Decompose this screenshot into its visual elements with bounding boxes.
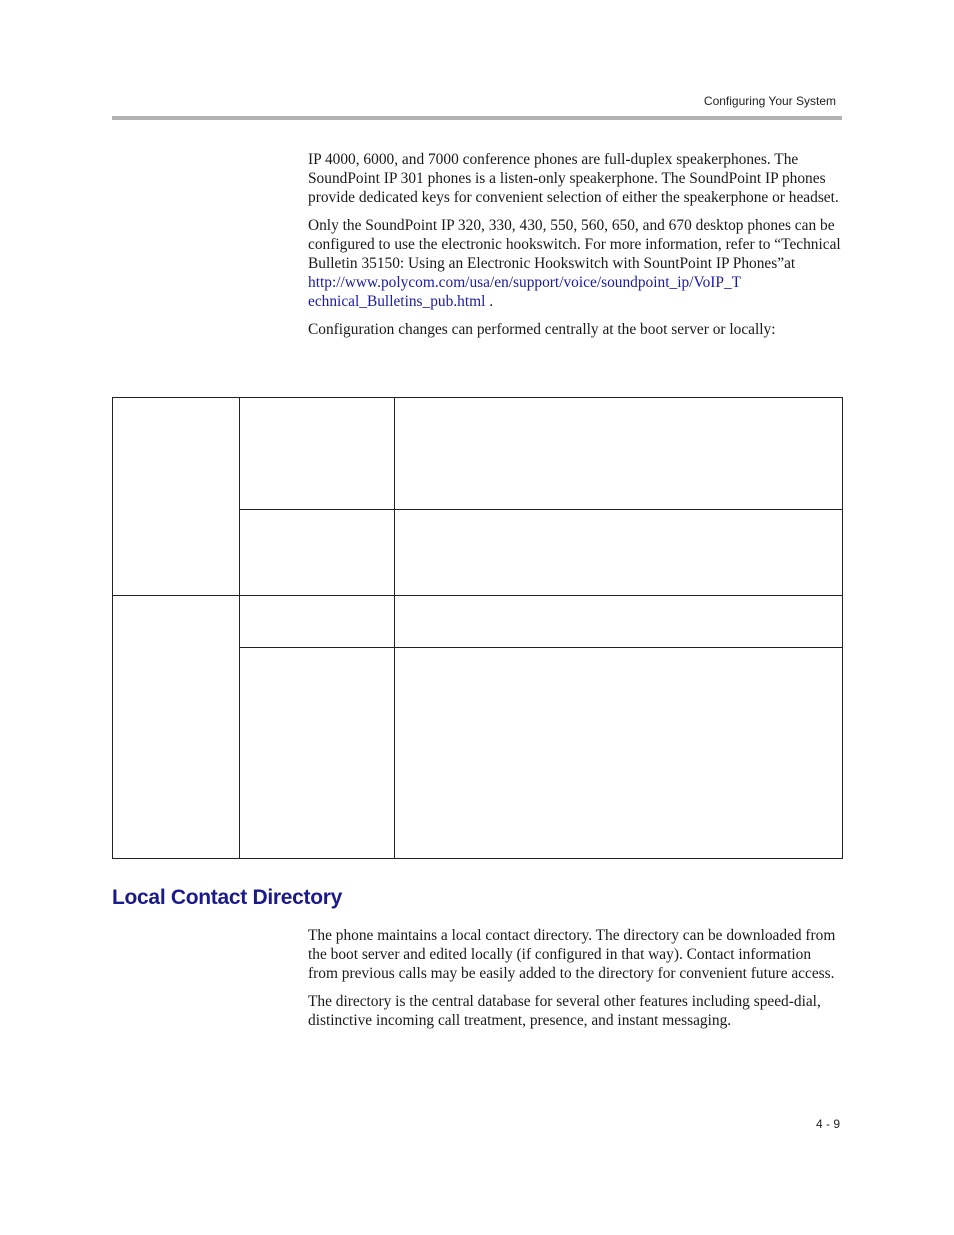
table-cell-r3-c2 <box>240 596 395 648</box>
table-cell-r1-c3 <box>395 398 843 510</box>
configuration-table <box>112 397 843 859</box>
section-paragraph-1: The phone maintains a local contact directory. The directory can be downloaded from the boot server and edited locally (if configured in that way). Contact information from previous calls may be easily added to the directory for convenient future access. <box>308 927 836 982</box>
intro-paragraph-3: Configuration changes can performed centrally at the boot server or locally: <box>308 321 776 338</box>
table-cell-r2-c2 <box>240 510 395 596</box>
table-cell-r3-c3 <box>395 596 843 648</box>
link-line-1: http://www.polycom.com/usa/en/support/voice/soundpoint_ip/VoIP_T <box>308 274 742 291</box>
table-cell-group-1 <box>113 398 240 596</box>
page-number: 4 - 9 <box>815 1117 840 1131</box>
link-trailer: . <box>485 293 494 310</box>
running-header: Configuring Your System <box>703 94 836 108</box>
section-text <box>308 926 842 1039</box>
section-paragraph-2: The directory is the central database for several other features including speed-dial, distinctive incoming call treatment, presence, and instant messaging. <box>308 993 821 1029</box>
link-line-2: echnical_Bulletins_pub.html <box>308 293 486 310</box>
table-cell-r4-c3 <box>395 648 843 859</box>
intro-paragraph-2-text: Only the SoundPoint IP 320, 330, 430, 550, 560, 650, and 670 desktop phones can be configured to use the electronic hookswitch. For more information, refer to “Technical Bulletin 35150: Using an Electronic Hookswitch with SountPoint IP Phones”at <box>308 217 841 272</box>
technical-bulletin-link[interactable] <box>308 274 741 310</box>
table-cell-r4-c2 <box>240 648 395 859</box>
table-cell-group-2 <box>113 596 240 859</box>
intro-paragraph-2 <box>308 216 842 311</box>
section-heading: Local Contact Directory <box>112 886 342 909</box>
intro-text <box>308 150 842 348</box>
table-cell-r2-c3 <box>395 510 843 596</box>
intro-paragraph-1: IP 4000, 6000, and 7000 conference phones are full-duplex speakerphones. The SoundPoint IP 301 phones is a listen-only speakerphone. The SoundPoint IP phones provide dedicated keys for convenient selection of either the speakerphone or headset. <box>308 151 839 206</box>
header-rule <box>112 116 842 120</box>
table-cell-r1-c2 <box>240 398 395 510</box>
